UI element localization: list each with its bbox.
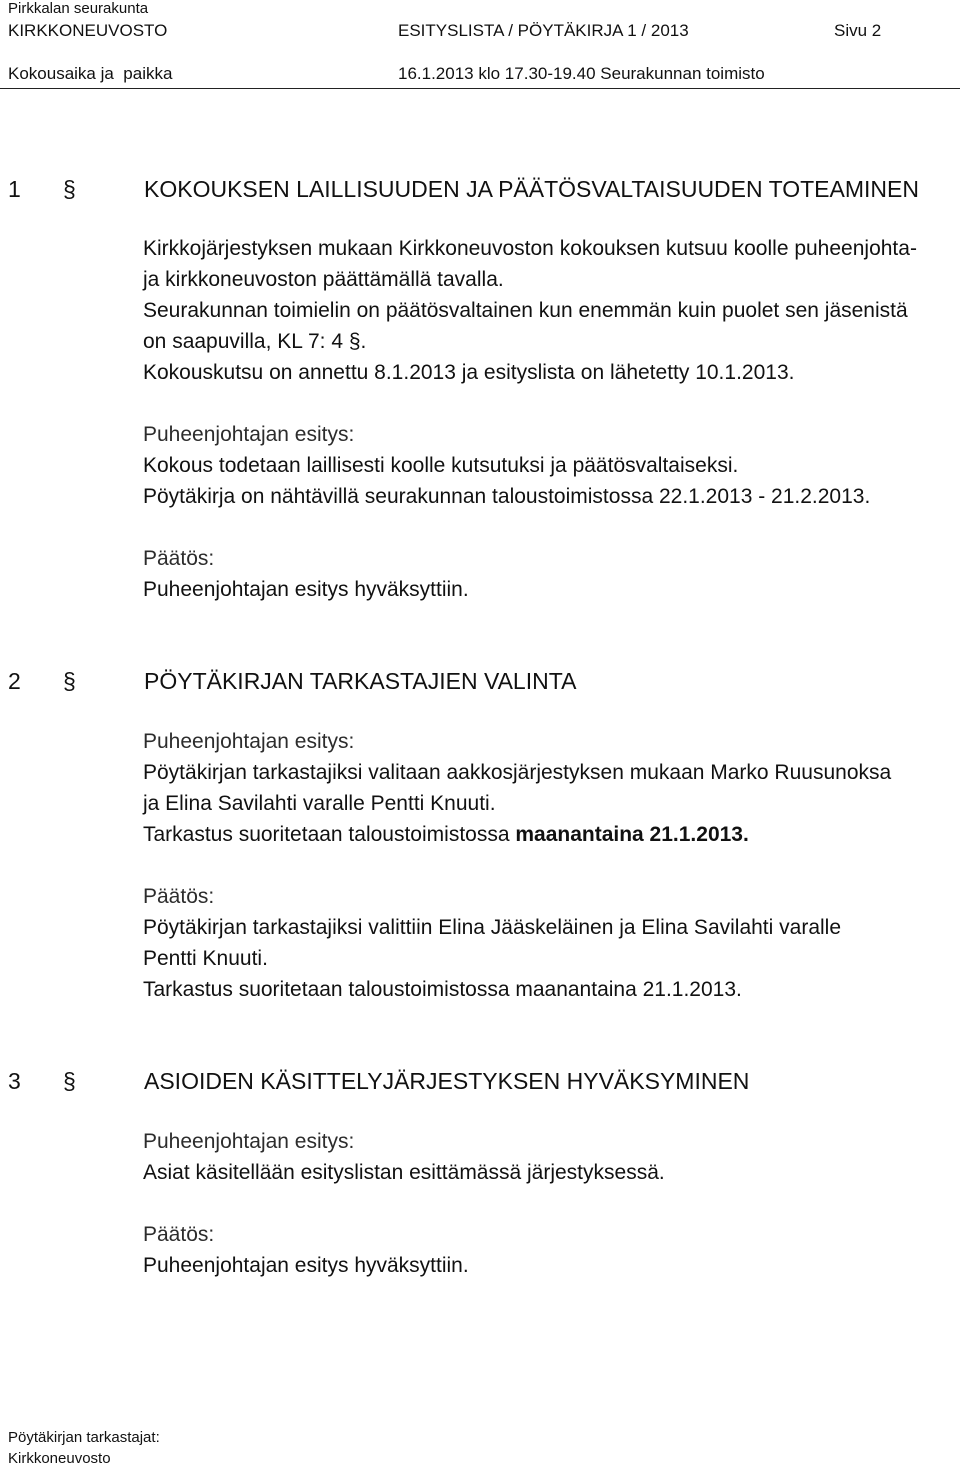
proposal-label: Puheenjohtajan esitys:	[143, 1130, 355, 1153]
decision-text-line: Tarkastus suoritetaan taloustoimistossa maanantaina 21.1.2013.	[143, 978, 742, 1001]
footer-body-name: Kirkkoneuvosto	[8, 1450, 111, 1467]
body-text-line: Seurakunnan toimielin on päätösvaltainen kun enemmän kuin puolet sen jäsenistä	[143, 299, 908, 322]
inspection-date-emphasis: maanantaina 21.1.2013.	[515, 823, 749, 846]
page-footer	[0, 1428, 960, 1471]
proposal-text-line: Asiat käsitellään esityslistan esittämässä järjestyksessä.	[143, 1161, 665, 1184]
section-number: 2	[8, 668, 21, 694]
decision-label: Päätös:	[143, 547, 215, 570]
body-text-line: Kirkkojärjestyksen mukaan Kirkkoneuvoston kokouksen kutsuu koolle puheenjohta-	[143, 237, 917, 260]
body-text-line: on saapuvilla, KL 7: 4 §.	[143, 330, 367, 353]
section-symbol: §	[63, 668, 76, 694]
proposal-text-line: Pöytäkirja on nähtävillä seurakunnan taloustoimistossa 22.1.2013 - 21.2.2013.	[143, 485, 871, 508]
proposal-label: Puheenjohtajan esitys:	[143, 423, 355, 446]
proposal-text-line: Kokous todetaan laillisesti koolle kutsutuksi ja päätösvaltaiseksi.	[143, 454, 739, 477]
section-title: KOKOUKSEN LAILLISUUDEN JA PÄÄTÖSVALTAISUUDEN TOTEAMINEN	[144, 176, 919, 202]
decision-text-line: Puheenjohtajan esitys hyväksyttiin.	[143, 1254, 469, 1277]
page-number: Sivu 2	[834, 21, 882, 40]
meeting-time-place-value: 16.1.2013 klo 17.30-19.40 Seurakunnan toimisto	[398, 64, 765, 83]
section-symbol: §	[63, 176, 76, 202]
body-name: KIRKKONEUVOSTO	[8, 21, 168, 40]
proposal-label: Puheenjohtajan esitys:	[143, 730, 355, 753]
header-divider	[0, 88, 960, 89]
body-text-line: ja kirkkoneuvoston päättämällä tavalla.	[143, 268, 504, 291]
proposal-text-line	[143, 820, 749, 850]
body-text-line: Kokouskutsu on annettu 8.1.2013 ja esityslista on lähetetty 10.1.2013.	[143, 361, 795, 384]
proposal-text-line: Pöytäkirjan tarkastajiksi valitaan aakkosjärjestyksen mukaan Marko Ruusunoksa	[143, 761, 892, 784]
decision-text-line: Pentti Knuuti.	[143, 947, 268, 970]
section-title: PÖYTÄKIRJAN TARKASTAJIEN VALINTA	[144, 668, 577, 694]
inspectors-label: Pöytäkirjan tarkastajat:	[8, 1429, 160, 1446]
decision-label: Päätös:	[143, 885, 215, 908]
decision-text-line: Puheenjohtajan esitys hyväksyttiin.	[143, 578, 469, 601]
decision-label: Päätös:	[143, 1223, 215, 1246]
proposal-text-line: ja Elina Savilahti varalle Pentti Knuuti.	[143, 792, 496, 815]
section-title: ASIOIDEN KÄSITTELYJÄRJESTYKSEN HYVÄKSYMINEN	[144, 1068, 750, 1094]
organization-name: Pirkkalan seurakunta	[8, 0, 149, 17]
decision-text-line: Pöytäkirjan tarkastajiksi valittiin Elina Jääskeläinen ja Elina Savilahti varalle	[143, 916, 842, 939]
document-title: ESITYSLISTA / PÖYTÄKIRJA 1 / 2013	[398, 21, 689, 40]
page-header	[0, 0, 960, 92]
section-symbol: §	[63, 1068, 76, 1094]
meeting-time-place-label: Kokousaika ja paikka	[8, 64, 173, 83]
proposal-text-prefix: Tarkastus suoritetaan taloustoimistossa	[143, 823, 516, 846]
section-number: 1	[8, 176, 21, 202]
section-number: 3	[8, 1068, 21, 1094]
